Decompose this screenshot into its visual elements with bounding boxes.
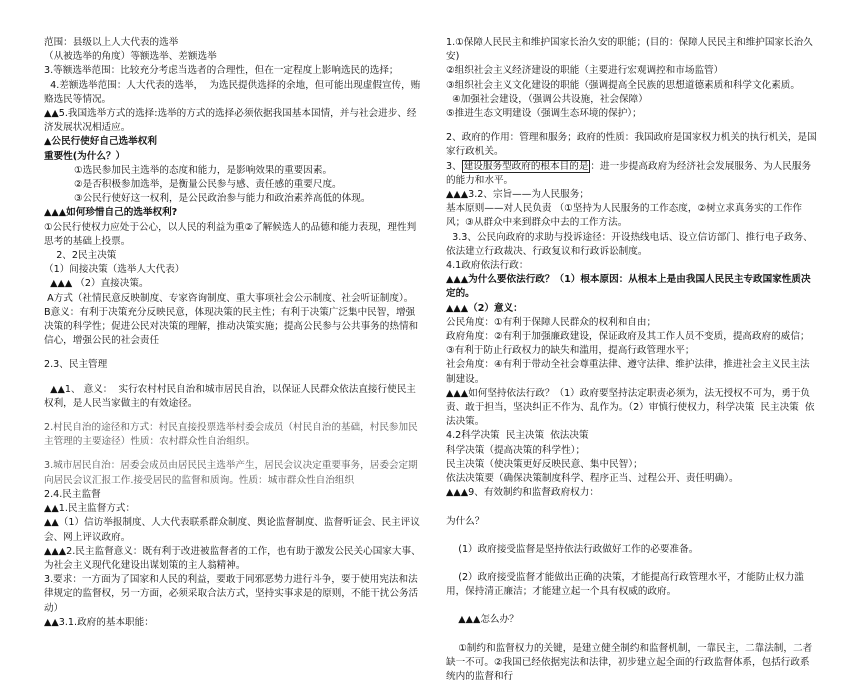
right-paragraph: 4.2科学决策 民主决策 依法决策: [446, 430, 589, 442]
left-paragraph: 3.要求：一方面为了国家和人民的利益，要敢于同邪恶势力进行斗争，要于使用宪法和法律规定的监督权，另一方面，必须采取合法方式，坚持实事求是的原则，不能干扰公务活动）: [44, 574, 419, 614]
right-paragraph: ④加强社会建设，（强调公共设施，社会保障）: [446, 93, 648, 105]
right-paragraph: 3、 建设服务型政府的根本目的是 ：进一步提高政府为经济社会发展服务、为人民服务的能力和水平。: [446, 160, 812, 186]
left-paragraph: 3.城市居民自治：居委会成员由居民民主选举产生，居民会议决定重要事务，居委会定期向居民会议汇报工作.接受居民的监督和质询。性质：城市群众性自治组织: [44, 460, 418, 486]
right-paragraph: 1.①保障人民民主和维护国家长治久安的职能；(目的：保障人民民主和维护国家长治久安): [446, 37, 813, 63]
left-paragraph: ①选民参加民主选举的态度和能力，是影响效果的重要因素。: [74, 164, 333, 176]
left-paragraph: ▲▲（1）信访举报制度、人大代表联系群众制度、舆论监督制度、监督听证会、民主评议会、网上评议政府。: [44, 517, 420, 543]
left-column: [44, 36, 424, 630]
left-paragraph: ▲▲1、 意义： 实行农村村民自治和城市居民自治，以保证人民群众依法直接行使民主权利，是人民当家做主的有效途径。: [44, 383, 416, 409]
left-paragraph: ▲▲▲ （2）直接决策。: [44, 278, 149, 290]
right-paragraph: 民主决策（使决策更好反映民意、集中民智）；: [446, 458, 643, 470]
left-paragraph: A方式（社情民意反映制度、专家咨询制度、重大事项社会公示制度、社会听证制度）。: [44, 292, 414, 304]
left-paragraph: ▲▲3.1.政府的基本职能：: [44, 616, 154, 628]
right-paragraph: 为什么？: [446, 515, 485, 527]
right-paragraph: 4.1政府依法行政：: [446, 260, 529, 272]
left-paragraph: （从被选举的角度）等额选举、差额选举: [44, 51, 217, 63]
right-paragraph: 2、政府的作用：管理和服务；政府的性质：我国政府是国家权力机关的执行机关，是国家行政机关。: [446, 132, 817, 158]
right-paragraph: 社会角度：④有利于带动全社会尊重法律、遵守法律、维护法律，推进社会主义民主法制建设。: [446, 359, 810, 385]
left-paragraph: 2、2民主决策: [44, 250, 117, 262]
left-paragraph: 重要性(为什么？）: [44, 150, 126, 162]
right-paragraph: 公民角度：①有利于保障人民群众的权利和自由；: [446, 316, 657, 328]
left-paragraph: ①公民行使权力应处于公心，以人民的利益为重②了解候选人的品德和能力表现，理性判思考的基础上投票。: [44, 221, 417, 247]
right-paragraph: ▲▲▲怎么办？: [446, 614, 519, 626]
right-paragraph: 科学决策（提高决策的科学性）；: [446, 444, 586, 456]
boxed-phrase: 建设服务型政府的根本目的是: [463, 160, 589, 172]
left-paragraph: 范围：县级以上人大代表的选举: [44, 37, 179, 48]
left-paragraph: 2.村民自治的途径和方式：村民直接投票选举村委会成员（村民自治的基础，村民参加民主管理的主要途径）性质：农村群众性自治组织。: [44, 422, 418, 448]
right-paragraph: ③组织社会主义文化建设的职能（强调提高全民族的思想道德素质和科学文化素质。: [446, 79, 800, 91]
left-paragraph: ▲▲5.我国选举方式的选择:选举的方式的选择必须依据我国基本国情，并与社会进步、经济发展状况相适应。: [44, 108, 417, 134]
right-paragraph: 依法决策要（确保决策制度科学、程序正当、过程公开、责任明确）。: [446, 473, 739, 485]
right-paragraph: (1）政府接受监督是坚持依法行政做好工作的必要准备。: [446, 543, 699, 555]
left-paragraph: ▲公民行使好自己选举权利: [44, 136, 157, 148]
left-paragraph: ▲▲▲如何珍惜自己的选举权利?: [44, 207, 178, 219]
left-paragraph: （1）间接决策（选举人大代表）: [44, 264, 185, 276]
right-paragraph: (2）政府接受监督才能做出正确的决策，才能提高行政管理水平，才能防止权力滥用，保持清正廉洁；才能建立起一个具有权威的政府。: [446, 571, 804, 598]
left-paragraph: B意义：有利于决策充分反映民意，体现决策的民主性；有利于决策广泛集中民智，增强决策的科学性；促进公民对决策的理解，推动决策实施；提高公民参与公共事务的热情和信心，增强公民的社会责任: [44, 306, 419, 347]
left-paragraph: ③公民行使好这一权利，是公民政治参与能力和政治素养高低的体现。: [74, 193, 371, 205]
right-paragraph: ▲▲▲如何坚持依法行政？（1）政府要坚持法定职责必须为，法无授权不可为，勇于负责、敢于担当，坚决纠正不作为、乱作为。（2）审慎行使权力，科学决策 民主决策 依法决策。: [446, 387, 815, 428]
right-paragraph: 3.3、公民向政府的求助与投诉途径：开设热线电话、设立信访部门、推行电子政务、依法建立行政裁决、行政复议和行政诉讼制度。: [446, 231, 813, 257]
right-paragraph: ▲▲▲9、有效制约和监督政府权力：: [446, 487, 599, 499]
left-paragraph: ▲▲1.民主监督方式：: [44, 503, 136, 515]
right-paragraph: ①制约和监督权力的关键，是建立健全制约和监督机制，一靠民主，二靠法制，二者缺一不可。②我国已经依据宪法和法律，初步建立起全面的行政监督体系，包括行政系统内的监督和行: [446, 642, 813, 682]
right-column: [446, 36, 818, 684]
left-paragraph: ②是否积极参加选举，是衡量公民参与感、责任感的重要尺度。: [74, 179, 342, 191]
right-paragraph: ▲▲▲（2）意义：: [446, 302, 523, 314]
left-paragraph: 2.3、民主管理: [44, 359, 108, 371]
right-paragraph: ▲▲▲为什么要依法行政？（1）根本原因：从根本上是由我国人民民主专政国家性质决定的。: [446, 274, 811, 300]
right-paragraph: ⑤推进生态文明建设（强调生态环境的保护）；: [446, 108, 642, 120]
left-paragraph: ▲▲▲2.民主监督意义：既有利于改进被监督者的工作，也有助于激发公民关心国家大事、为社会主义现代化建设出谋划策的主人翁精神。: [44, 545, 421, 571]
right-paragraph: 基本原则——对人民负责 （①坚持为人民服务的工作态度，②树立求真务实的工作作风；③从群众中来到群众中去的工作方法。: [446, 203, 803, 229]
left-paragraph: 3.等额选举范围：比较充分考虑当选者的合理性，但在一定程度上影响选民的选择；: [44, 65, 399, 77]
right-paragraph: ②组织社会主义经济建设的职能（主要进行宏观调控和市场监管）: [446, 65, 724, 77]
right-paragraph: 政府角度：②有利于加强廉政建设，保证政府及其工作人员不变质，提高政府的威信；③有利于防止行政权力的缺失和滥用，提高行政管理水平；: [446, 331, 810, 357]
left-paragraph: 2.4.民主监督: [44, 488, 101, 500]
left-paragraph: 4.差额选举范围：人大代表的选举， 为选民提供选择的余地，但可能出现虚假宣传，贿赂选民等情况。: [44, 79, 421, 105]
right-paragraph: ▲▲▲3.2、宗旨——为人民服务；: [446, 189, 589, 201]
